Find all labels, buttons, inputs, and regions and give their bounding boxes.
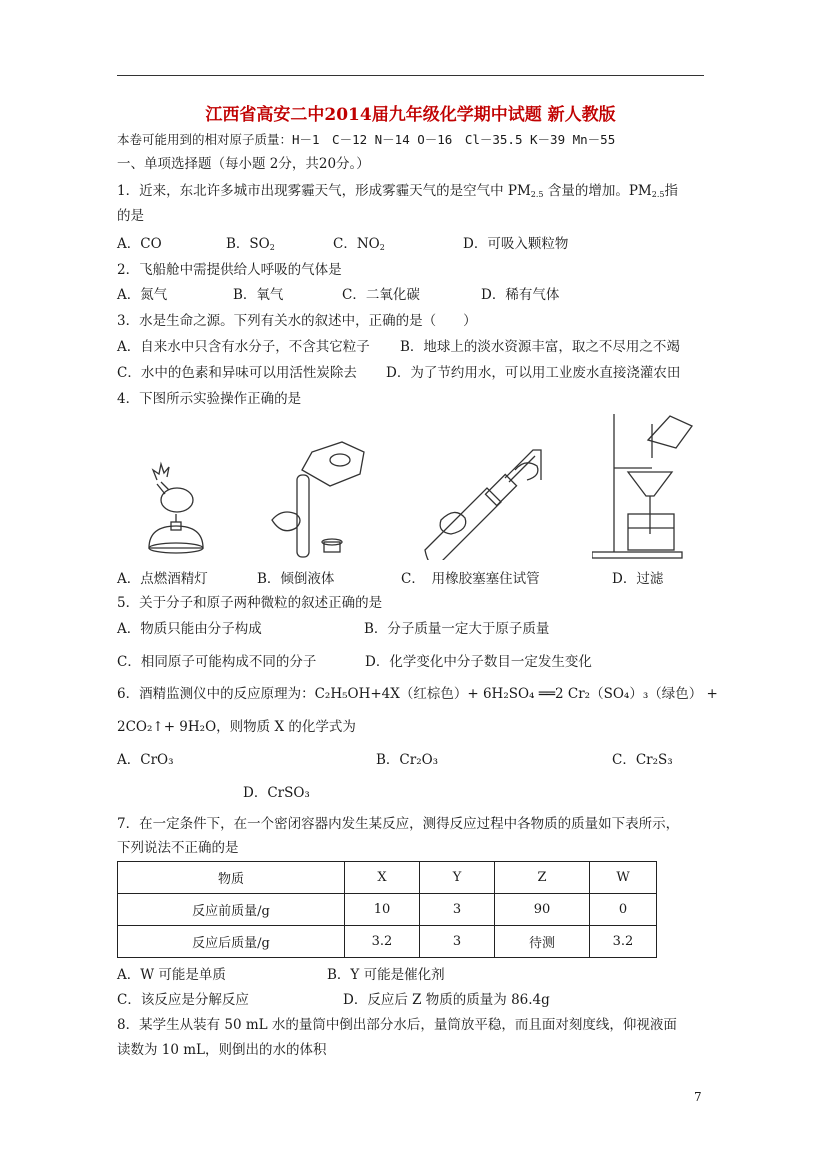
q1-stem-part: 指	[664, 183, 678, 199]
q1-option-d: D．可吸入颗粒物	[463, 236, 569, 252]
q6-option-d: D．CrSO₃	[243, 785, 310, 801]
table-cell: 3	[420, 926, 495, 958]
table-cell: 反应前质量/g	[118, 894, 345, 926]
q4-option-d: D．过滤	[612, 571, 664, 587]
q2-stem: 2．飞船舱中需提供给人呼吸的气体是	[117, 262, 342, 278]
q1-option-b-sub: 2	[269, 243, 275, 252]
q4-option-c: C． 用橡胶塞塞住试管	[401, 571, 540, 587]
q2-option-d: D．稀有气体	[481, 287, 560, 303]
atomic-masses-line: 本卷可能用到的相对原子质量：H－1 C－12 N－14 O－16 Cl－35.5 K－39 Mn－55	[117, 132, 616, 147]
table-cell: 反应后质量/g	[118, 926, 345, 958]
q8-stem-line1: 8．某学生从装有 50 mL 水的量筒中倒出部分水后，量筒放平稳，而且面对刻度线，仰视液面	[117, 1017, 677, 1033]
mass-table	[117, 861, 657, 958]
page-title: 江西省高安二中2014届九年级化学期中试题 新人教版	[205, 105, 616, 125]
q6-stem-line2: 2CO₂↑+ 9H₂O，则物质 X 的化学式为	[117, 719, 356, 735]
q6-option-c: C．Cr₂S₃	[612, 752, 673, 768]
q1-option-a: A．CO	[117, 236, 162, 252]
q4-option-b: B．倾倒液体	[257, 571, 335, 587]
q5-option-b: B．分子质量一定大于原子质量	[364, 621, 550, 637]
q3-option-b: B．地球上的淡水资源丰富，取之不尽用之不竭	[400, 339, 680, 355]
q7-stem-line2: 下列说法不正确的是	[117, 840, 239, 856]
table-cell: 待测	[495, 926, 590, 958]
table-cell: 90	[495, 894, 590, 926]
q1-option-b-text: B．SO	[226, 236, 270, 252]
q5-stem: 5．关于分子和原子两种微粒的叙述正确的是	[117, 595, 383, 611]
table-header-cell: W	[590, 862, 657, 894]
table-cell: 3.2	[345, 926, 420, 958]
pm-subscript: 2.5	[651, 190, 665, 199]
q1-option-c	[333, 235, 385, 257]
table-cell: 3	[420, 894, 495, 926]
q2-option-c: C．二氧化碳	[342, 287, 420, 303]
table-header-cell: Z	[495, 862, 590, 894]
q1-option-c-sub: 2	[379, 243, 385, 252]
q3-option-a: A．自来水中只含有水分子，不含其它粒子	[117, 339, 370, 355]
pouring-liquid-figure	[262, 410, 372, 560]
alcohol-lamp-figure	[135, 410, 210, 560]
q1-stem	[117, 182, 678, 204]
filtration-figure	[592, 410, 702, 560]
q5-option-a: A．物质只能由分子构成	[117, 621, 262, 637]
q5-option-d: D．化学变化中分子数目一定发生变化	[365, 654, 592, 670]
q4-option-a: A．点燃酒精灯	[117, 571, 208, 587]
q3-option-c: C．水中的色素和异味可以用活性炭除去	[117, 365, 357, 381]
table-cell: 0	[590, 894, 657, 926]
q3-option-d: D．为了节约用水，可以用工业废水直接浇灌农田	[386, 365, 681, 381]
q1-stem-part: 1．近来，东北许多城市出现雾霾天气，形成雾霾天气的是空气中 PM	[117, 183, 531, 199]
q7-option-a: A．W 可能是单质	[117, 967, 226, 983]
q2-option-a: A．氮气	[117, 287, 168, 303]
section-heading: 一、单项选择题（每小题 2分，共20分。）	[117, 156, 370, 172]
table-cell: 10	[345, 894, 420, 926]
q4-stem: 4．下图所示实验操作正确的是	[117, 391, 302, 407]
q7-stem-line1: 7．在一定条件下，在一个密闭容器内发生某反应，测得反应过程中各物质的质量如下表所示，	[117, 816, 680, 832]
q8-stem-line2: 读数为 10 mL，则倒出的水的体积	[117, 1042, 327, 1058]
rubber-stopper-figure	[405, 410, 560, 560]
pm-subscript: 2.5	[530, 190, 544, 199]
q7-option-d: D．反应后 Z 物质的质量为 86.4g	[343, 992, 550, 1008]
header-rule	[117, 75, 704, 76]
q6-option-a: A．CrO₃	[117, 752, 174, 768]
q7-option-b: B．Y 可能是催化剂	[327, 967, 445, 983]
q6-stem-line1: 6．酒精监测仪中的反应原理为：C₂H₅OH+4X（红棕色）+ 6H₂SO₄ ══2 Cr₂（SO₄）₃（绿色） +	[117, 686, 718, 702]
q1-option-b	[226, 235, 275, 257]
q5-option-c: C．相同原子可能构成不同的分子	[117, 654, 317, 670]
q1-stem-part: 含量的增加。PM	[543, 183, 652, 199]
table-header-cell: 物质	[118, 862, 345, 894]
page-number: 7	[694, 1090, 702, 1104]
q1-option-c-text: C．NO	[333, 236, 380, 252]
q2-option-b: B．氧气	[233, 287, 284, 303]
table-cell: 3.2	[590, 926, 657, 958]
table-header-cell: X	[345, 862, 420, 894]
q6-option-b: B．Cr₂O₃	[376, 752, 439, 768]
q1-stem-line2: 的是	[117, 208, 144, 224]
table-row	[118, 894, 657, 926]
table-header-row	[118, 862, 657, 894]
table-header-cell: Y	[420, 862, 495, 894]
q3-stem: 3．水是生命之源。下列有关水的叙述中，正确的是（ ）	[117, 313, 477, 329]
table-row	[118, 926, 657, 958]
q7-option-c: C．该反应是分解反应	[117, 992, 249, 1008]
